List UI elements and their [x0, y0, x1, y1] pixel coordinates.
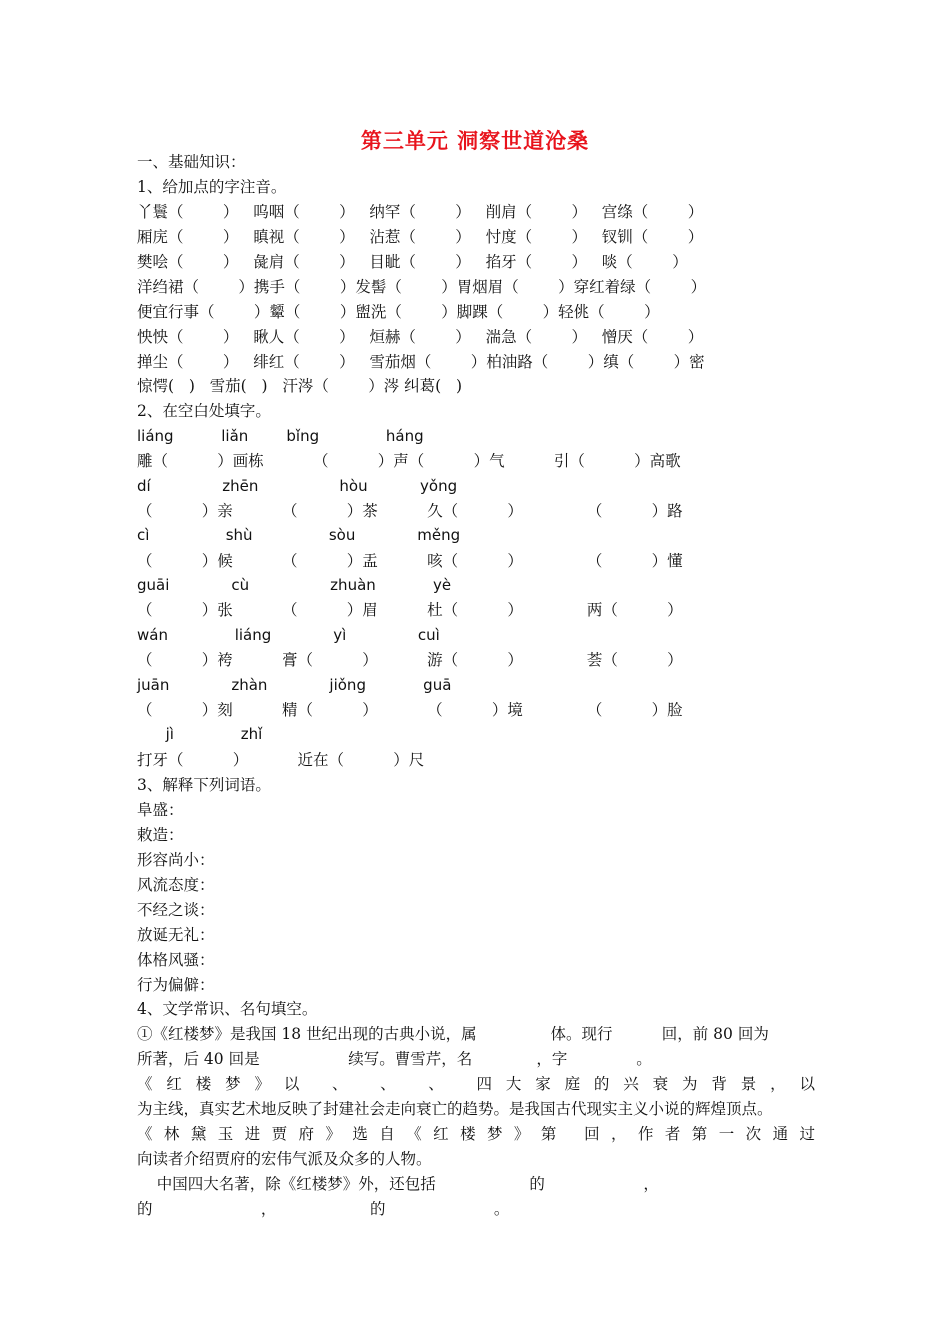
- fill-in-row: （ ）袴 膏（ ） 游（ ） 荟（ ）: [137, 651, 683, 669]
- question-4-heading: 4、文学常识、名句填空。: [137, 1000, 318, 1018]
- vocab-item: 行为偏僻：: [137, 976, 215, 994]
- question-1-heading: 1、给加点的字注音。: [137, 178, 287, 196]
- vocab-item: 形容尚小：: [137, 851, 215, 869]
- literature-line: 的 ， 的 。: [137, 1200, 510, 1218]
- fill-in-row: （ ）候 （ ）盂 咳（ ） （ ）懂: [137, 552, 683, 570]
- fill-in-row: 打牙（ ） 近在（ ）尺: [137, 751, 425, 769]
- vocab-item: 不经之谈：: [137, 901, 215, 919]
- fill-in-row: （ ）亲 （ ）茶 久（ ） （ ）路: [137, 502, 683, 520]
- vocab-item: 风流态度：: [137, 876, 215, 894]
- pinyin-hint-row: liáng liǎn bǐng háng: [137, 427, 424, 445]
- pinyin-exercise-row: 洋绉裙（ ）携手（ ）发髻（ ）胃烟眉（ ）穿红着绿（ ）: [137, 278, 707, 296]
- vocab-item: 放诞无礼：: [137, 926, 215, 944]
- fill-in-row: （ ）张 （ ）眉 杜（ ） 两（ ）: [137, 601, 683, 619]
- literature-line: 所著，后 40 回是 续写。曹雪芹，名 ，字 。: [137, 1050, 652, 1068]
- literature-line: 中国四大名著，除《红楼梦》外，还包括 的 ，: [137, 1175, 659, 1193]
- pinyin-hint-row: jì zhǐ: [137, 725, 263, 743]
- pinyin-exercise-row: 怏怏（ ） 瞅人（ ） 烜赫（ ） 湍急（ ） 憎厌（ ）: [137, 328, 704, 346]
- vocab-item: 阜盛：: [137, 801, 184, 819]
- pinyin-exercise-row: 丫鬟（ ） 呜咽（ ） 纳罕（ ） 削肩（ ） 宫绦（ ）: [137, 203, 704, 221]
- pinyin-exercise-row: 惊愕( ) 雪茄( ) 汗涔（ ）涔 纠葛( ): [137, 377, 463, 395]
- pinyin-hint-row: dí zhēn hòu yǒng: [137, 477, 458, 495]
- pinyin-hint-row: wán liáng yì cuì: [137, 626, 440, 644]
- section-heading: 一、基础知识：: [137, 153, 246, 171]
- question-2-heading: 2、在空白处填字。: [137, 402, 271, 420]
- literature-line: 《红楼梦》以 、 、 、 四大家庭的兴衰为背景，以: [137, 1075, 815, 1093]
- pinyin-exercise-row: 掸尘（ ） 绯红（ ） 雪茄烟（ ）柏油路（ ）缜（ ）密: [137, 353, 705, 371]
- page-title: 第三单元 洞察世道沧桑: [360, 129, 590, 153]
- pinyin-exercise-row: 厢庑（ ） 瞋视（ ） 沾惹（ ） 忖度（ ） 钗钏（ ）: [137, 228, 704, 246]
- pinyin-hint-row: juān zhàn jiǒng guā: [137, 676, 452, 694]
- fill-in-row: 雕（ ）画栋 （ ）声（ ）气 引（ ）高歌: [137, 452, 681, 470]
- pinyin-hint-row: cì shù sòu měng: [137, 526, 461, 544]
- pinyin-exercise-row: 便宜行事（ ）颦（ ）盥洗（ ）脚踝（ ）轻佻（ ）: [137, 303, 660, 321]
- fill-in-row: （ ）刻 精（ ） （ ）境 （ ）脸: [137, 701, 683, 719]
- literature-line: 为主线，真实艺术地反映了封建社会走向衰亡的趋势。是我国古代现实主义小说的辉煌顶点。: [137, 1100, 773, 1118]
- pinyin-hint-row: guāi cù zhuàn yè: [137, 576, 452, 594]
- literature-line: 《林黛玉进贾府》选自《红楼梦》第 回，作者第一次通过: [137, 1125, 815, 1143]
- literature-line: 向读者介绍贾府的宏伟气派及众多的人物。: [137, 1150, 432, 1168]
- vocab-item: 敕造：: [137, 826, 184, 844]
- literature-line: ①《红楼梦》是我国 18 世纪出现的古典小说，属 体。现行 回，前 80 回为: [137, 1025, 769, 1043]
- vocab-item: 体格风骚：: [137, 951, 215, 969]
- question-3-heading: 3、解释下列词语。: [137, 776, 271, 794]
- pinyin-exercise-row: 樊哙（ ） 彘肩（ ） 目眦（ ） 掐牙（ ） 啖（ ）: [137, 253, 688, 271]
